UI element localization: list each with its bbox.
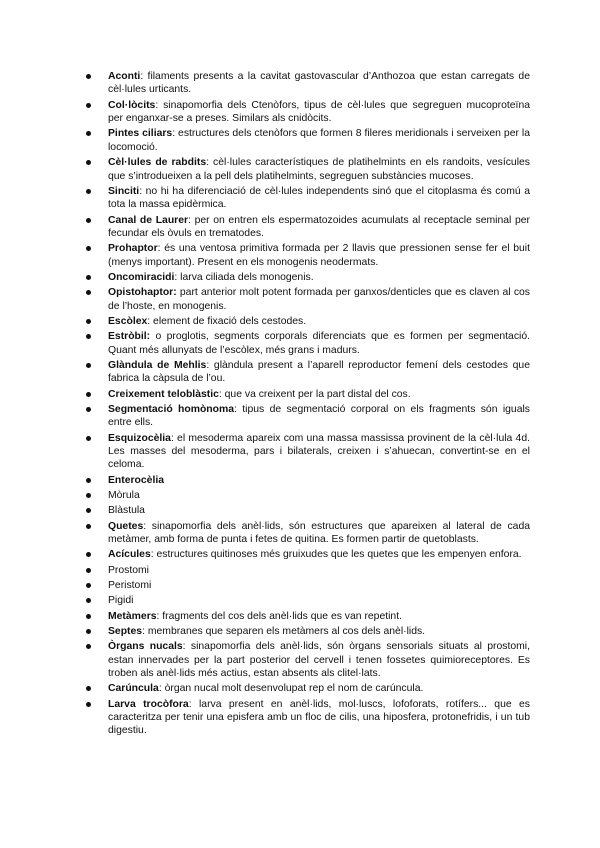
glossary-entry — [82, 640, 530, 680]
bullet-icon — [86, 218, 91, 223]
bullet-icon — [86, 524, 91, 529]
glossary-entry — [82, 359, 530, 386]
glossary-entry — [82, 489, 530, 502]
glossary-entry — [82, 594, 530, 607]
bullet-icon — [86, 508, 91, 513]
glossary-term: Aconti — [108, 71, 141, 82]
bullet-icon — [86, 568, 91, 573]
glossary-term: Quetes — [108, 520, 144, 532]
bullet-icon — [86, 407, 91, 412]
glossary-definition: part anterior molt potent formada per ganxos/denticles que es claven al cos de l’hoste, en monogenis. — [108, 287, 530, 312]
bullet-icon — [86, 74, 91, 79]
glossary-definition: Blàstula — [108, 505, 145, 517]
glossary-entry — [82, 330, 530, 357]
glossary-term: Canal de Laurer — [108, 214, 189, 226]
glossary-term: Òrgans nucals — [108, 641, 183, 653]
glossary-definition: Mòrula — [108, 490, 140, 502]
glossary-definition: : estructures dels ctenòfors que formen 8 fileres meridionals i serveixen per la locomoció. — [108, 128, 530, 153]
glossary-definition: : sinapomorfia dels anèl·lids, són estructures que apareixen al lateral de cada metàmer, amb forma de punta i fetes de quitina. Es formen partir de quetoblasts. — [108, 520, 530, 546]
bullet-icon — [86, 598, 91, 603]
glossary-entry — [82, 625, 530, 638]
glossary-entry — [82, 698, 530, 738]
glossary-term: Creixement teloblàstic — [108, 388, 219, 400]
glossary-definition: : és una ventosa primitiva formada per 2 llavis que pressionen sense fer el buit (menys important). Present en els monogenis neodermats. — [108, 243, 530, 268]
bullet-icon — [86, 644, 91, 649]
glossary-entry — [82, 548, 530, 561]
glossary-term: Enterocèlia — [108, 474, 165, 486]
glossary-definition: : element de fixació dels cestodes. — [147, 315, 307, 327]
glossary-definition: Peristomi — [108, 579, 152, 591]
glossary-term: Segmentació homònoma — [108, 403, 235, 415]
glossary-term: Septes — [108, 625, 143, 637]
glossary-entry — [82, 185, 530, 212]
glossary-entry — [82, 315, 530, 328]
bullet-icon — [86, 319, 91, 324]
glossary-definition: : cèl·lules característiques de platihelmints en els randoits, vesícules que s’introdueixen a la pell dels platihelmints, segreguen substàncies mucoses. — [108, 157, 530, 182]
bullet-icon — [86, 493, 91, 498]
glossary-entry — [82, 504, 530, 517]
bullet-icon — [86, 552, 91, 557]
glossary-entry — [82, 271, 530, 284]
glossary-term: Oncomiracidi — [108, 271, 175, 283]
bullet-icon — [86, 583, 91, 588]
glossary-term: Estròbil: — [108, 331, 151, 343]
glossary-term: Metàmers — [108, 610, 157, 622]
glossary-entry — [82, 682, 530, 695]
glossary-term: Larva trocòfora — [108, 698, 189, 710]
glossary-term: Col·lòcits — [108, 99, 156, 111]
glossary-entry — [82, 403, 530, 430]
bullet-icon — [86, 363, 91, 368]
bullet-icon — [86, 103, 91, 108]
glossary-term: Glàndula de Mehlis — [108, 359, 207, 371]
glossary-list — [82, 70, 530, 740]
glossary-term: Cèl·lules de rabdits — [108, 157, 207, 169]
bullet-icon — [86, 131, 91, 136]
glossary-entry — [82, 214, 530, 241]
glossary-term: Escòlex — [108, 315, 148, 327]
bullet-icon — [86, 160, 91, 165]
glossary-definition: : òrgan nucal molt desenvolupat rep el nom de carúncula. — [158, 683, 424, 695]
glossary-definition: : sinapomorfia dels anèl·lids, són òrgans sensorials situats al prostomi, estan innervades per la part posterior del cervell i tenen fossetes quimioreceptores. Es troben als anèl·lids més actius, estan absents als clitel·lats. — [108, 641, 530, 679]
glossary-term: Carúncula — [108, 683, 159, 695]
glossary-definition: : estructures quitinoses més gruixudes que les quetes que les empenyen enfora. — [150, 549, 522, 561]
bullet-icon — [86, 686, 91, 691]
glossary-term: Sinciti — [108, 185, 140, 197]
glossary-term: Prohaptor — [108, 243, 158, 255]
glossary-entry — [82, 564, 530, 577]
glossary-definition: : no hi ha diferenciació de cèl·lules independents sinó que el citoplasma és comú a tota la massa epidèrmica. — [108, 185, 530, 211]
bullet-icon — [86, 275, 91, 280]
glossary-term: Esquizocèlia — [108, 432, 171, 444]
bullet-icon — [86, 189, 91, 194]
bullet-icon — [86, 478, 91, 483]
glossary-entry — [82, 520, 530, 547]
glossary-term: Opistohaptor: — [108, 287, 177, 299]
glossary-definition: : filaments presents a la cavitat gastovascular d’Anthozoa que estan carregats de cèl·lules urticants. — [108, 71, 530, 96]
glossary-entry — [82, 99, 530, 126]
glossary-definition: : larva ciliada dels monogenis. — [174, 271, 314, 283]
bullet-icon — [86, 246, 91, 251]
glossary-definition: o proglotis, segments corporals diferenciats que es formen per segmentació. Quant més allunyats de l’escòlex, més grans i madurs. — [108, 331, 530, 356]
glossary-entry — [82, 286, 530, 313]
bullet-icon — [86, 614, 91, 619]
bullet-icon — [86, 436, 91, 441]
glossary-definition: Pigidi — [108, 595, 134, 607]
glossary-definition: : sinapomorfia dels Ctenòfors, tipus de cèl·lules que segreguen mucoproteïna per enganxar-se a preses. Similars als cnidòcits. — [108, 99, 530, 125]
glossary-term: Acícules — [108, 549, 151, 561]
bullet-icon — [86, 334, 91, 339]
glossary-entry — [82, 610, 530, 623]
glossary-term: Pintes ciliars — [108, 128, 173, 140]
glossary-definition: : el mesoderma apareix com una massa massissa provinent de la cèl·lula 4d. Les masses del mesoderma, pars i bilaterals, creixen i s’ahuecan, convertint-se en el celoma. — [108, 432, 530, 471]
glossary-definition: : que va creixent per la part distal del cos. — [218, 388, 411, 400]
glossary-definition: : larva present en anèl·lids, mol·luscs, lofoforats, rotífers... que es caracteritza per tenir una episfera amb un floc de cilis, una hiposfera, protonefridis, i un tub digestiu. — [108, 698, 530, 737]
glossary-entry — [82, 127, 530, 154]
glossary-definition: : membranes que separen els metàmers al cos dels anèl·lids. — [142, 625, 426, 637]
glossary-entry — [82, 388, 530, 401]
glossary-entry — [82, 70, 530, 97]
glossary-entry — [82, 156, 530, 183]
bullet-icon — [86, 702, 91, 707]
glossary-entry — [82, 432, 530, 472]
bullet-icon — [86, 290, 91, 295]
glossary-definition: : fragments del cos dels anèl·lids que es van repetint. — [156, 610, 402, 622]
glossary-definition: : per on entren els espermatozoides acumulats al receptacle seminal per fecundar els òvuls en trematodes. — [108, 214, 530, 239]
bullet-icon — [86, 392, 91, 397]
glossary-definition: : tipus de segmentació corporal on els fragments són iguals entre ells. — [108, 403, 530, 429]
glossary-entry — [82, 242, 530, 269]
glossary-entry — [82, 579, 530, 592]
glossary-definition: : glàndula present a l’aparell reproductor femení dels cestodes que fabrica la càpsula de l’ou. — [108, 359, 530, 385]
glossary-entry — [82, 474, 530, 487]
bullet-icon — [86, 629, 91, 634]
glossary-definition: Prostomi — [108, 564, 149, 576]
